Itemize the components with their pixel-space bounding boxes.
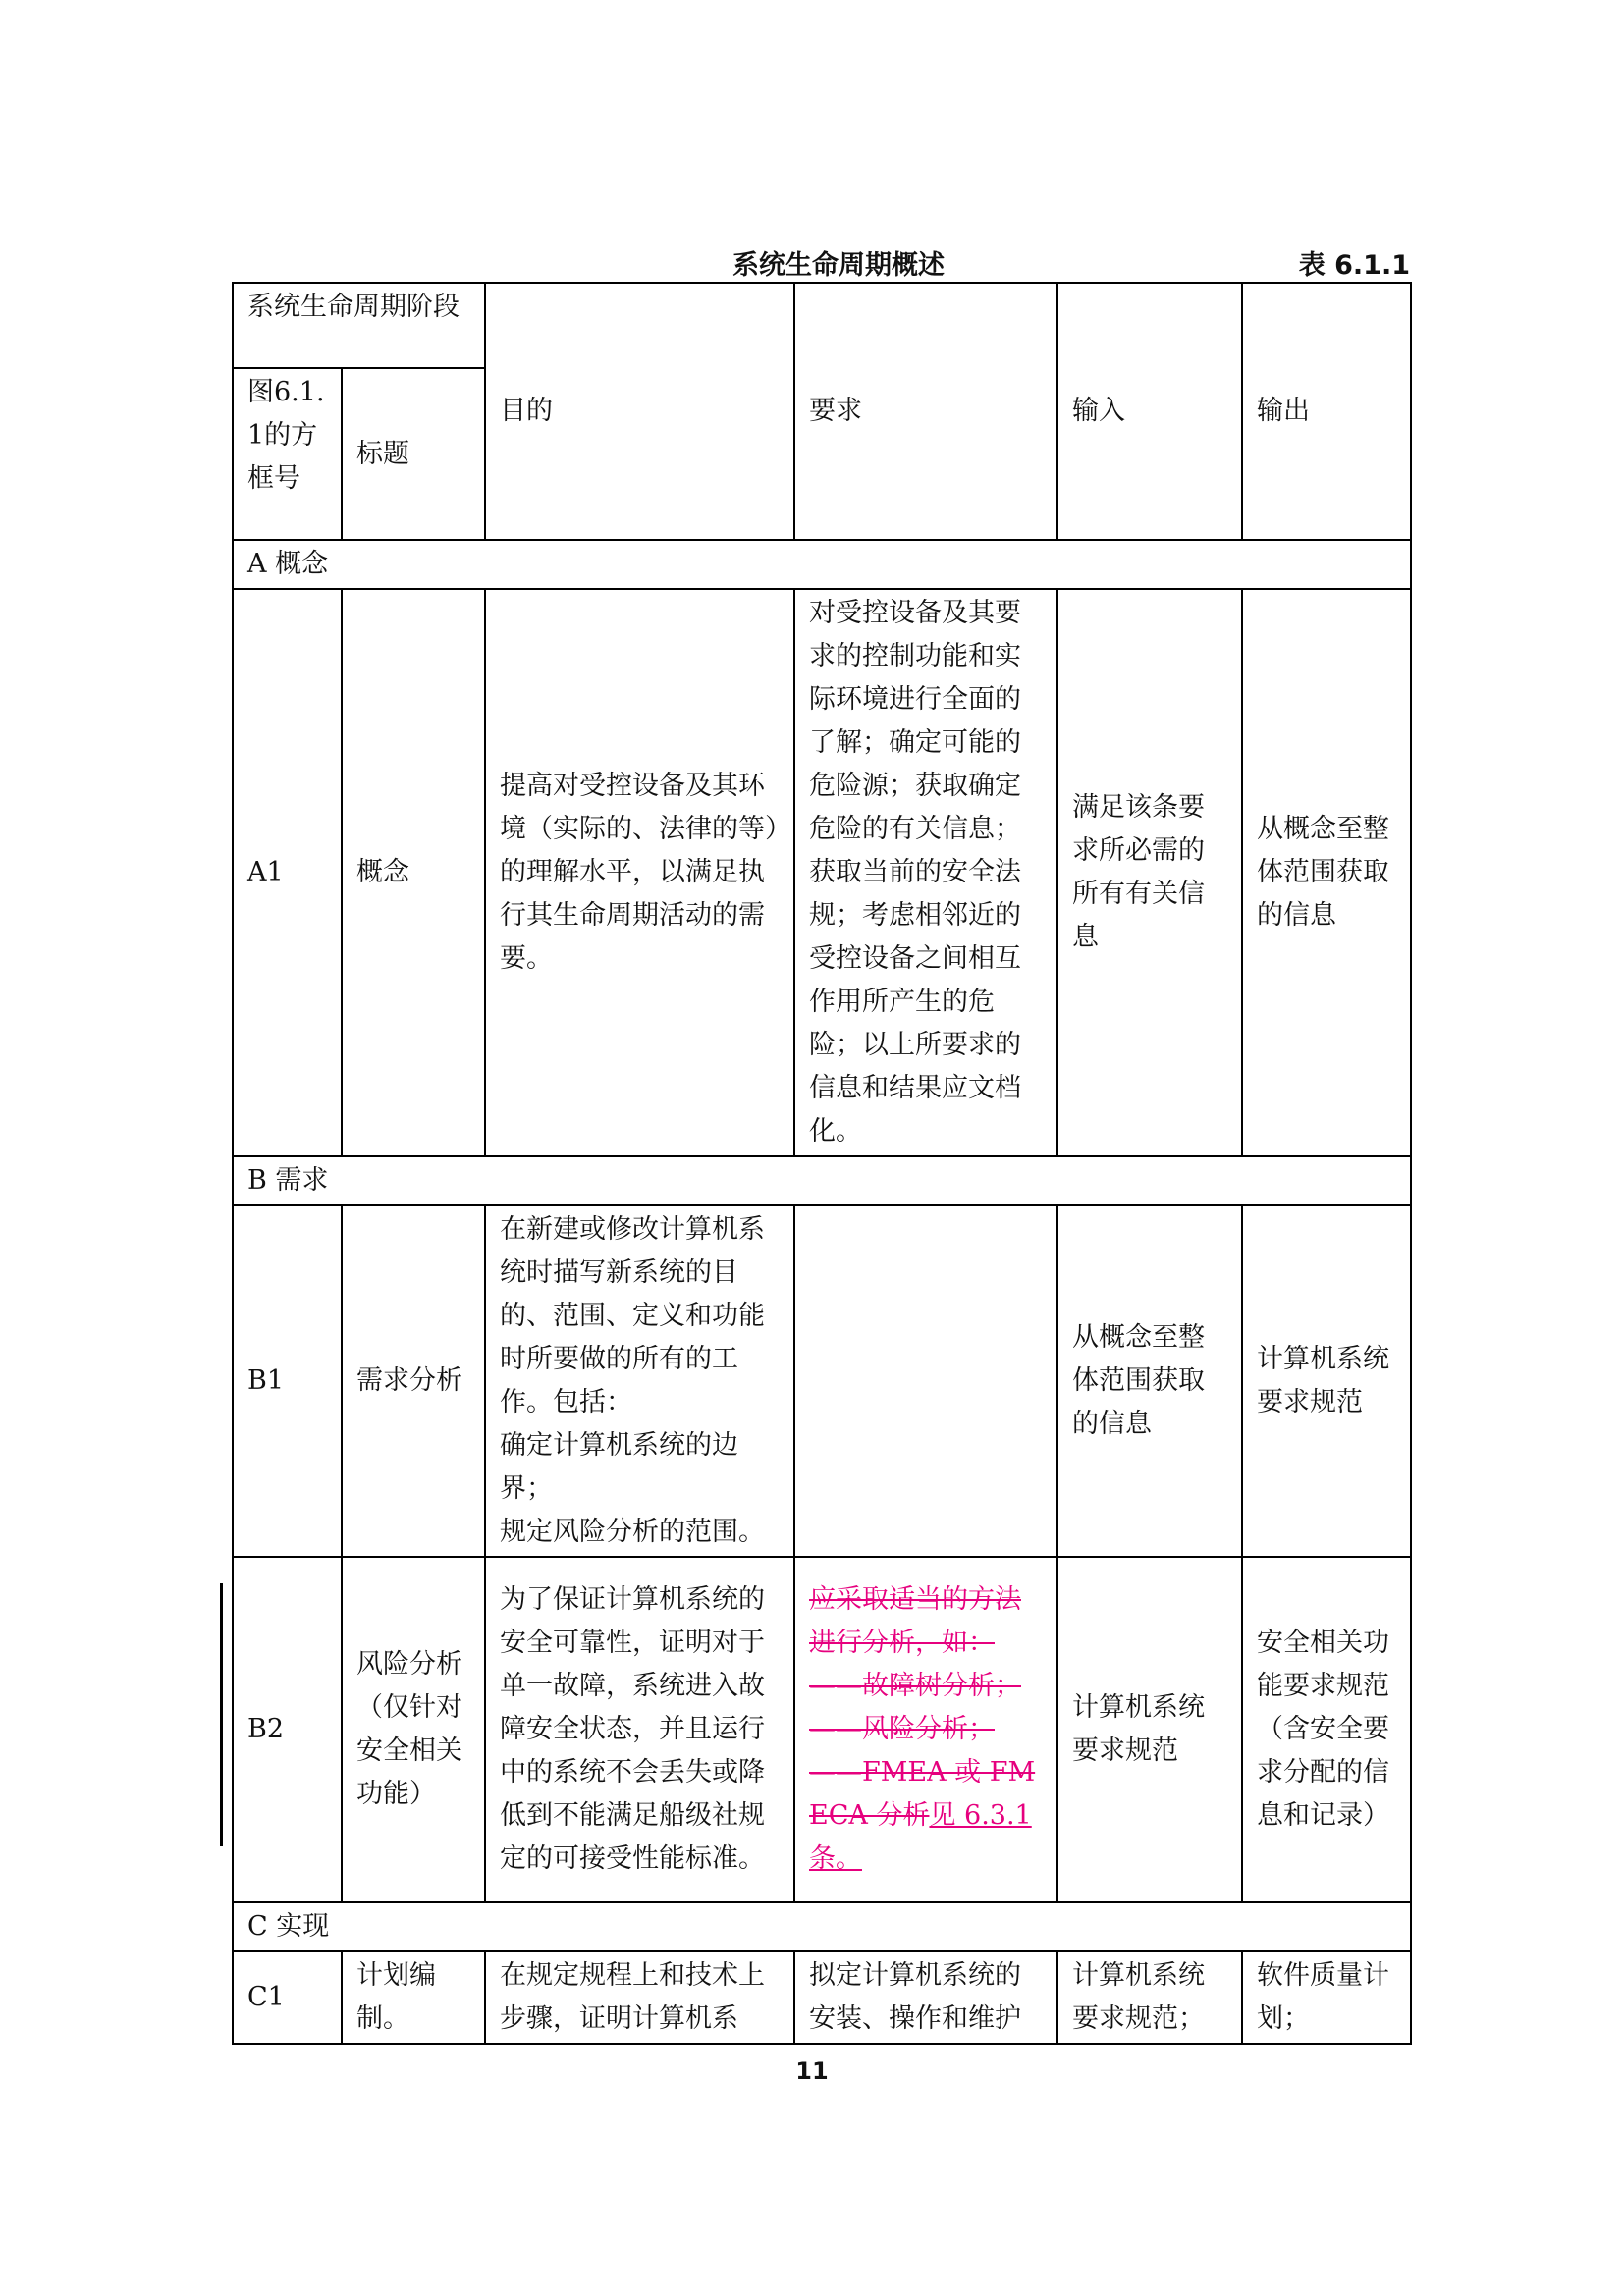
table-number: 表 6.1.1 bbox=[1298, 250, 1410, 281]
row-c1-input: 计算机系统要求规范； bbox=[1057, 1951, 1242, 2044]
row-c1-output: 软件质量计划； bbox=[1242, 1951, 1411, 2044]
row-b1-requirement bbox=[794, 1205, 1057, 1557]
table-row-b1 bbox=[233, 1205, 1411, 1557]
section-label-b: B 需求 bbox=[233, 1156, 1411, 1205]
table-title: 系统生命周期概述 bbox=[732, 250, 945, 281]
header-title: 标题 bbox=[342, 368, 485, 540]
row-a1-title: 概念 bbox=[342, 589, 485, 1156]
table-row-c1 bbox=[233, 1951, 1411, 2044]
header-row bbox=[233, 283, 1411, 368]
row-b1-purpose-line: 规定风险分析的范围。 bbox=[500, 1517, 765, 1547]
row-b2-requirement bbox=[794, 1557, 1057, 1902]
row-b1-purpose-line: 在新建或修改计算机系统时描写新系统的目的、范围、定义和功能时所要做的所有的工作。包括： bbox=[500, 1214, 765, 1417]
header-box-no: 图6.1.1的方框号 bbox=[233, 368, 342, 540]
inserted-text: 见 6.3.1 条。 bbox=[809, 1800, 1032, 1874]
row-b1-title: 需求分析 bbox=[342, 1205, 485, 1557]
deleted-text: 应采取适当的方法进行分析，如： bbox=[809, 1584, 1021, 1658]
row-b1-output: 计算机系统要求规范 bbox=[1242, 1205, 1411, 1557]
header-output: 输出 bbox=[1242, 283, 1411, 540]
revision-change-bar bbox=[220, 1583, 223, 1846]
row-a1-requirement: 对受控设备及其要求的控制功能和实际环境进行全面的了解；确定可能的危险源；获取确定危险的有关信息；获取当前的安全法规；考虑相邻近的受控设备之间相互作用所产生的危险；以上所要求的信息和结果应文档化。 bbox=[794, 589, 1057, 1156]
section-row-c bbox=[233, 1902, 1411, 1951]
row-b2-input: 计算机系统要求规范 bbox=[1057, 1557, 1242, 1902]
header-phase: 系统生命周期阶段 bbox=[233, 283, 485, 368]
header-purpose: 目的 bbox=[485, 283, 794, 540]
table-row-a1 bbox=[233, 589, 1411, 1156]
row-c1-no: C1 bbox=[233, 1951, 342, 2044]
row-b2-no: B2 bbox=[233, 1557, 342, 1902]
deleted-text: ——故障树分析； bbox=[809, 1671, 1021, 1701]
section-row-a bbox=[233, 540, 1411, 589]
row-b1-purpose bbox=[485, 1205, 794, 1557]
header-requirement: 要求 bbox=[794, 283, 1057, 540]
row-b2-purpose: 为了保证计算机系统的安全可靠性，证明对于单一故障，系统进入故障安全状态，并且运行中的系统不会丢失或降低到不能满足船级社规定的可接受性能标准。 bbox=[485, 1557, 794, 1902]
deleted-text: ——FMEA 或 FMECA 分析 bbox=[809, 1757, 1036, 1831]
row-a1-input: 满足该条要求所必需的所有有关信息 bbox=[1057, 589, 1242, 1156]
row-b1-input: 从概念至整体范围获取的信息 bbox=[1057, 1205, 1242, 1557]
row-b1-purpose-line: 确定计算机系统的边界； bbox=[500, 1430, 738, 1504]
row-a1-purpose: 提高对受控设备及其环境（实际的、法律的等）的理解水平，以满足执行其生命周期活动的需要。 bbox=[485, 589, 794, 1156]
row-c1-purpose: 在规定规程上和技术上步骤，证明计算机系 bbox=[485, 1951, 794, 2044]
row-b1-no: B1 bbox=[233, 1205, 342, 1557]
row-c1-requirement: 拟定计算机系统的安装、操作和维护 bbox=[794, 1951, 1057, 2044]
page-number: 11 bbox=[795, 2057, 829, 2085]
deleted-text: ——风险分析； bbox=[809, 1714, 995, 1744]
section-label-c: C 实现 bbox=[233, 1902, 1411, 1951]
row-a1-no: A1 bbox=[233, 589, 342, 1156]
table-caption bbox=[232, 243, 1410, 279]
row-b2-title: 风险分析（仅针对安全相关功能） bbox=[342, 1557, 485, 1902]
row-c1-title: 计划编制。 bbox=[342, 1951, 485, 2044]
lifecycle-table bbox=[232, 282, 1412, 2045]
table-row-b2 bbox=[233, 1557, 1411, 1902]
section-label-a: A 概念 bbox=[233, 540, 1411, 589]
row-a1-output: 从概念至整体范围获取的信息 bbox=[1242, 589, 1411, 1156]
header-input: 输入 bbox=[1057, 283, 1242, 540]
row-b2-output: 安全相关功能要求规范（含安全要求分配的信息和记录） bbox=[1242, 1557, 1411, 1902]
section-row-b bbox=[233, 1156, 1411, 1205]
